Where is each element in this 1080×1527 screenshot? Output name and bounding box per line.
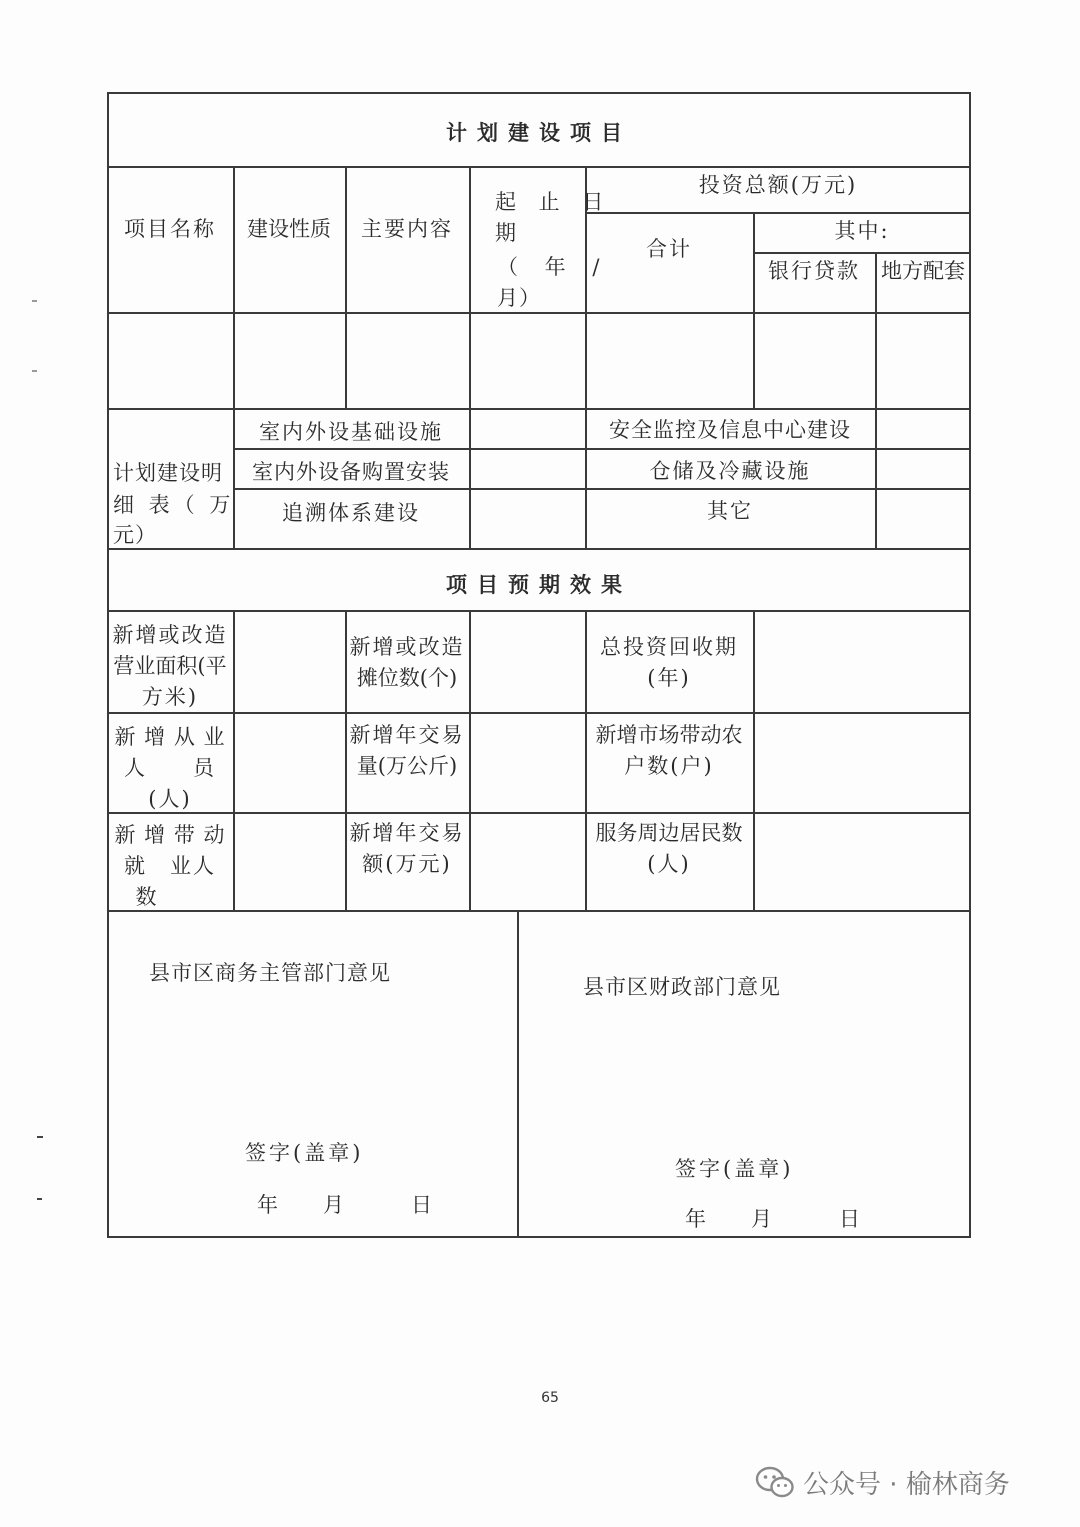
- header-bank-loan: 银行贷款: [768, 259, 860, 283]
- header-project-name: 项目名称: [124, 217, 216, 241]
- detail-label-line3: 元）: [113, 523, 157, 547]
- detail-label-line1: 计划建设明: [113, 461, 223, 485]
- col-rule-3: [469, 166, 471, 550]
- effect-stalls-line1: 新增或改造: [349, 635, 465, 659]
- detail-item-infrastructure: 室内外设基础设施: [259, 420, 443, 444]
- header-of-which: 其中:: [834, 219, 890, 243]
- finance-dept-opinion-title: 县市区财政部门意见: [583, 975, 781, 999]
- detail-item-storage: 仓储及冷藏设施: [649, 459, 811, 483]
- commerce-dept-date-label: 年 月 日: [257, 1193, 433, 1217]
- header-subtotal: 合计: [646, 237, 692, 261]
- effect-employees-line3: (人): [148, 787, 192, 811]
- header-total-investment: 投资总额(万元): [698, 173, 858, 197]
- table-border-bottom: [107, 1236, 971, 1238]
- header-date-line2: 期: [495, 221, 517, 245]
- effect-residents-line2: (人): [647, 852, 691, 876]
- header-main-content: 主要内容: [361, 217, 453, 241]
- scan-speck: [37, 1198, 42, 1200]
- effect-amount-line2: 额(万元): [362, 852, 452, 876]
- rule-detail-1: [233, 448, 971, 450]
- effect-payback-line1: 总投资回收期: [600, 635, 738, 659]
- rule-of-which: [753, 252, 971, 254]
- rule-below-title: [107, 166, 971, 168]
- opinions-divider: [517, 910, 519, 1238]
- col-rule-4: [585, 166, 587, 550]
- rule-below-effects-title: [107, 610, 971, 612]
- table-border-top: [107, 92, 971, 94]
- application-form-table: [107, 92, 971, 1238]
- watermark-text: 公众号 · 榆林商务: [803, 1469, 1010, 1500]
- finance-dept-date-label: 年 月 日: [685, 1207, 861, 1231]
- effect-stalls-line2: 摊位数(个): [356, 666, 458, 690]
- effect-area-line1: 新增或改造: [112, 623, 228, 647]
- detail-item-equipment: 室内外设备购置安装: [252, 460, 450, 484]
- detail-label-line2: 细 表（ 万: [113, 493, 235, 517]
- effect-payback-line2: (年): [647, 666, 691, 690]
- commerce-dept-opinion-title: 县市区商务主管部门意见: [149, 961, 391, 985]
- effect-employees-line2: 人 员: [124, 756, 216, 780]
- section-title-planned: 计划建设项目: [446, 121, 632, 145]
- effect-jobs-line3: 数: [135, 885, 159, 909]
- rule-detail-2: [233, 488, 971, 490]
- scan-speck: [37, 1136, 43, 1138]
- effects-col-rule-5: [753, 610, 755, 912]
- finance-dept-signature-label: 签字(盖章): [675, 1157, 794, 1181]
- rule-effects-row3: [107, 910, 971, 912]
- detail-item-traceability: 追溯体系建设: [282, 501, 420, 525]
- detail-item-security: 安全监控及信息中心建设: [609, 418, 851, 442]
- rule-effects-row1: [107, 712, 971, 714]
- header-construction-nature: 建设性质: [247, 217, 331, 241]
- col-rule-6: [875, 252, 877, 550]
- header-date-line3: （ 年 /: [497, 255, 610, 279]
- rule-below-detail: [107, 548, 971, 550]
- page-number: 65: [541, 1390, 559, 1406]
- scan-speck: [32, 300, 37, 302]
- rule-investment-header: [585, 212, 971, 214]
- effect-farmers-line1: 新增市场带动农: [595, 723, 743, 747]
- section-title-effects: 项目预期效果: [446, 573, 632, 597]
- header-date-line1: 起 止 日: [495, 190, 612, 214]
- wechat-watermark: [755, 1462, 1010, 1502]
- effects-col-rule-3: [469, 610, 471, 912]
- col-rule-2: [345, 166, 347, 410]
- effect-jobs-line1: 新 增 带 动: [114, 823, 226, 847]
- effect-volume-line1: 新增年交易: [349, 723, 465, 747]
- effect-jobs-line2: 就 业人: [124, 854, 216, 878]
- header-local-match: 地方配套: [881, 259, 965, 283]
- wechat-icon: [755, 1465, 795, 1499]
- effect-farmers-line2: 户数(户): [624, 754, 714, 778]
- rule-below-blank-row: [107, 408, 971, 410]
- commerce-dept-signature-label: 签字(盖章): [245, 1141, 364, 1165]
- effect-employees-line1: 新 增 从 业: [114, 725, 226, 749]
- header-date-line4: 月）: [497, 286, 541, 310]
- effect-area-line2: 营业面积(平: [113, 654, 227, 678]
- effect-volume-line2: 量(万公斤): [356, 754, 458, 778]
- scan-speck: [32, 370, 37, 372]
- effect-residents-line1: 服务周边居民数: [595, 821, 743, 845]
- detail-item-other: 其它: [707, 499, 753, 523]
- effect-amount-line1: 新增年交易: [349, 821, 465, 845]
- effect-area-line3: 方米): [141, 685, 199, 709]
- effects-col-rule-1: [233, 610, 235, 912]
- rule-effects-row2: [107, 812, 971, 814]
